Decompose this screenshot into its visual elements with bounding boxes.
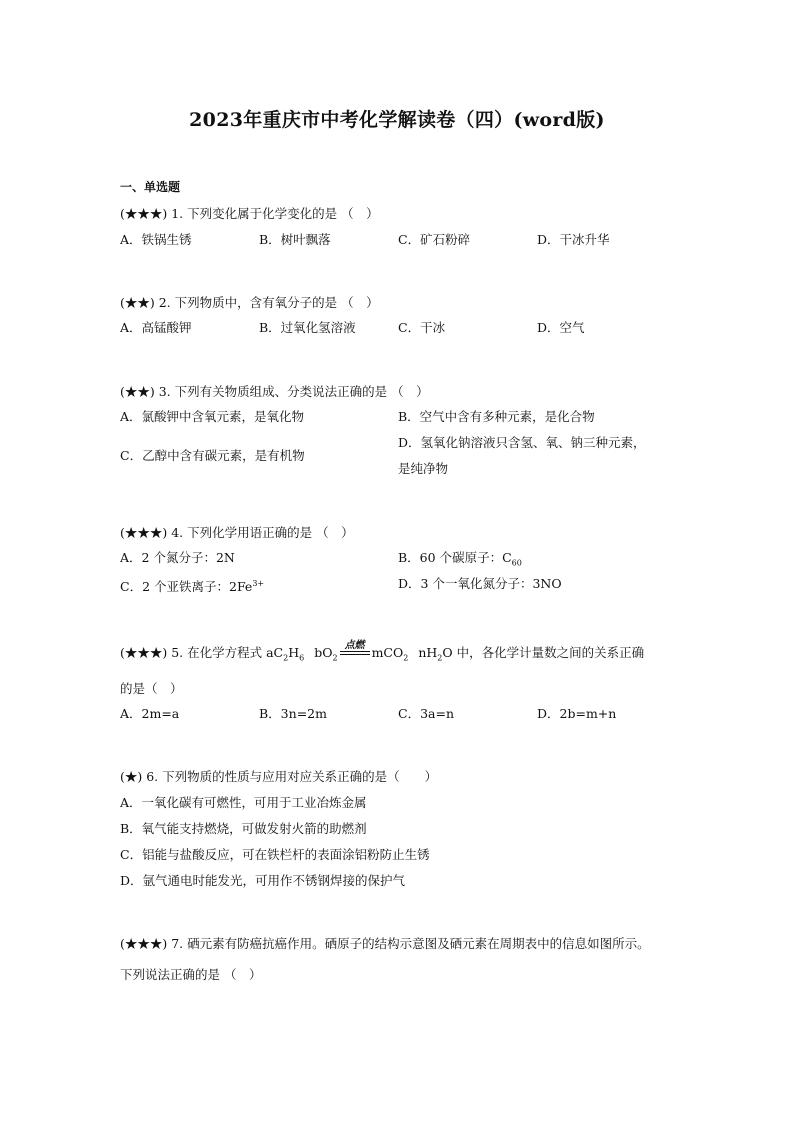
question-5-option-b: B．3n=2m <box>259 706 327 721</box>
q5-stem-prefix: (★★★) 5. 在化学方程式 aC <box>120 645 284 660</box>
question-5-stem <box>120 639 645 667</box>
question-3-option-d-line2: 是纯净物 <box>398 461 449 476</box>
section-heading: 一、单选题 <box>120 180 181 194</box>
q5-stem-suffix: O 中，各化学计量数之间的关系正确 <box>442 645 645 660</box>
question-5-stem-line2: 的是（ ） <box>120 681 183 696</box>
page-title: 2023年重庆市中考化学解读卷（四）(word版) <box>189 109 605 131</box>
question-4-option-c-text: C．2 个亚铁离子：2Fe <box>120 579 253 595</box>
question-5-option-d: D．2b=m+n <box>537 706 617 721</box>
question-7-stem-line1: (★★★) 7. 硒元素有防癌抗癌作用。硒原子的结构示意图及硒元素在周期表中的信息如图所示。 <box>120 936 650 951</box>
q5-sub-3: 2 <box>332 653 338 663</box>
reaction-condition-equals <box>340 639 370 660</box>
q5-sub-1: 2 <box>283 653 289 663</box>
question-4-option-a: A．2 个氮分子：2N <box>120 550 235 565</box>
question-1-option-b: B．树叶飘落 <box>259 232 331 247</box>
question-4-stem: (★★★) 4. 下列化学用语正确的是 （ ） <box>120 525 354 540</box>
q5-sub-2: 6 <box>299 653 305 663</box>
question-6-option-d: D．氩气通电时能发光，可用作不锈钢焊接的保护气 <box>120 873 406 888</box>
q5-sub-5: 2 <box>437 653 443 663</box>
question-5-option-a: A．2m=a <box>120 706 180 721</box>
question-1-option-a: A．铁锅生锈 <box>120 232 192 247</box>
question-2-option-d: D．空气 <box>537 320 585 335</box>
question-4-option-c-superscript: 3+ <box>252 579 265 588</box>
reaction-condition-label: 点燃 <box>344 639 365 651</box>
question-6-option-c: C．铝能与盐酸反应，可在铁栏杆的表面涂铝粉防止生锈 <box>120 847 430 862</box>
question-7-stem-line2: 下列说法正确的是 （ ） <box>120 967 262 982</box>
q5-term-bo: bO <box>314 645 333 660</box>
question-6-stem: (★) 6. 下列物质的性质与应用对应关系正确的是（ ） <box>120 769 438 784</box>
q5-term-mco: mCO <box>371 645 404 660</box>
question-4-option-b-text: B．60 个碳原子：C <box>398 550 512 565</box>
question-3-option-a: A．氯酸钾中含氧元素，是氧化物 <box>120 409 305 424</box>
question-3-stem: (★★) 3. 下列有关物质组成、分类说法正确的是 （ ） <box>120 384 429 399</box>
question-2-stem: (★★) 2. 下列物质中，含有氧分子的是 （ ） <box>120 295 379 310</box>
question-2-option-b: B．过氧化氢溶液 <box>259 320 356 335</box>
q5-sub-4: 2 <box>403 653 409 663</box>
question-6-option-a: A．一氧化碳有可燃性，可用于工业冶炼金属 <box>120 795 367 810</box>
q5-term-nh: nH <box>418 645 438 660</box>
question-1-option-c: C．矿石粉碎 <box>398 232 471 247</box>
question-1-stem: (★★★) 1. 下列变化属于化学变化的是 （ ） <box>120 206 379 221</box>
question-2-option-c: C．干冰 <box>398 320 446 335</box>
question-4-option-b <box>398 550 522 572</box>
question-3-option-b: B．空气中含有多种元素，是化合物 <box>398 409 595 424</box>
q5-term-h: H <box>288 645 300 660</box>
question-1-option-d: D．干冰升华 <box>537 232 610 247</box>
question-4-option-d: D．3 个一氧化氮分子：3NO <box>398 576 562 591</box>
question-4-option-b-subscript: 60 <box>511 558 522 568</box>
question-6-option-b: B．氧气能支持燃烧，可做发射火箭的助燃剂 <box>120 821 367 836</box>
question-3-option-d-line1: D．氢氧化钠溶液只含氢、氧、钠三种元素， <box>398 435 646 450</box>
question-5-option-c: C．3a=n <box>398 706 454 721</box>
question-4-option-c <box>120 576 264 595</box>
question-2-option-a: A．高锰酸钾 <box>120 320 192 335</box>
question-3-option-c: C．乙醇中含有碳元素，是有机物 <box>120 448 305 463</box>
